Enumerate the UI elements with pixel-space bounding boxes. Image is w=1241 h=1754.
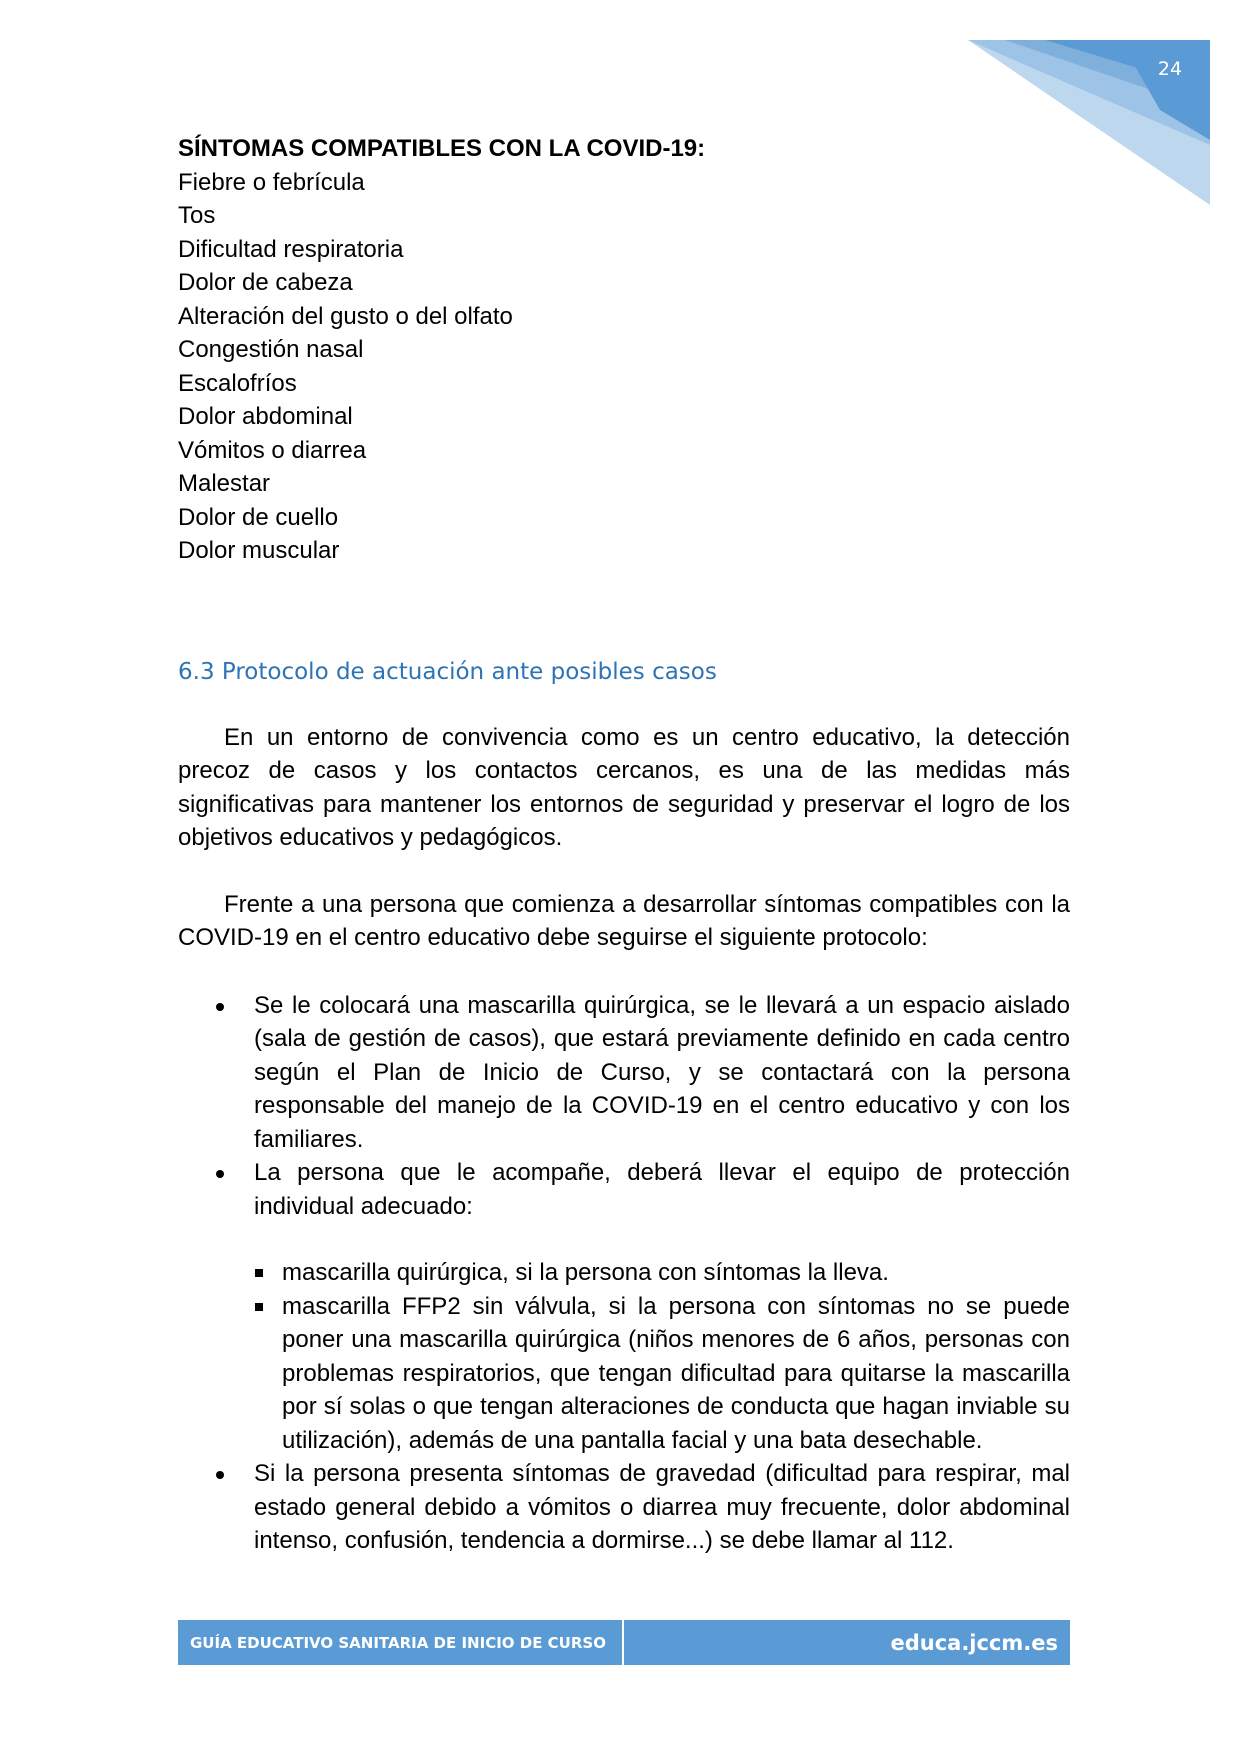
equipment-list	[254, 1256, 1070, 1457]
symptom-item: Vómitos o diarrea	[178, 436, 367, 464]
protocol-item-text: Si la persona presenta síntomas de gravedad (dificultad para respirar, mal estado general debido a vómitos o diarrea muy frecuente, dolor abdominal intenso, confusión, tendencia a dormirse...) se debe llamar al 112.	[254, 1460, 1070, 1554]
symptom-item: Congestión nasal	[178, 336, 364, 363]
bullet-icon	[216, 1003, 224, 1011]
symptom-item: Alteración del gusto o del olfato	[178, 302, 513, 330]
equipment-item	[254, 1256, 1070, 1290]
protocol-item	[178, 1156, 1070, 1457]
bullet-icon	[216, 1471, 224, 1479]
symptom-item: Dolor muscular	[178, 537, 340, 564]
square-bullet-icon	[255, 1269, 263, 1277]
equipment-item-text: mascarilla FFP2 sin válvula, si la persona con síntomas no se puede poner una mascarilla quirúrgica (niños menores de 6 años, personas con problemas respiratorios, que tengan dificultad para quitarse la mascarilla por sí solas o que tengan alteraciones de conducta que hagan inviable su utilización), además de una pantalla facial y una bata desechable.	[282, 1292, 1070, 1454]
symptoms-title: SÍNTOMAS COMPATIBLES CON LA COVID-19:	[178, 135, 706, 162]
square-bullet-icon	[255, 1303, 263, 1311]
equipment-item	[254, 1290, 1070, 1458]
protocol-list	[178, 989, 1070, 1558]
protocol-paragraph: Frente a una persona que comienza a desarrollar síntomas compatibles con la COVID-19 en el centro educativo debe seguirse el siguiente protocolo:	[178, 890, 1070, 951]
symptom-item: Dolor de cuello	[178, 503, 339, 531]
footer-guide-title: GUÍA EDUCATIVO SANITARIA DE INICIO DE CURSO	[178, 1620, 624, 1665]
symptom-item: Dolor abdominal	[178, 403, 353, 430]
protocol-item-text: La persona que le acompañe, deberá llevar el equipo de protección individual adecuado:	[254, 1159, 1070, 1220]
symptoms-list	[178, 166, 1070, 568]
symptom-item: Malestar	[178, 470, 271, 497]
symptom-item: Escalofríos	[178, 369, 297, 397]
footer-website-link[interactable]: educa.jccm.es	[890, 1630, 1058, 1655]
bullet-icon	[216, 1170, 224, 1178]
page-content	[178, 132, 1070, 1558]
intro-paragraph: En un entorno de convivencia como es un centro educativo, la detección precoz de casos y los contactos cercanos, es una de las medidas más significativas para mantener los entornos de seguridad y preservar el logro de los objetivos educativos y pedagógicos.	[178, 723, 1070, 851]
page-footer	[178, 1620, 1070, 1665]
symptom-item: Dificultad respiratoria	[178, 235, 404, 263]
section-heading: 6.3 Protocolo de actuación ante posibles casos	[178, 658, 717, 685]
protocol-item	[178, 989, 1070, 1157]
page-number: 24	[1157, 58, 1183, 80]
symptom-item: Dolor de cabeza	[178, 269, 353, 296]
protocol-item-text: Se le colocará una mascarilla quirúrgica, se le llevará a un espacio aislado (sala de gestión de casos), que estará previamente definido en cada centro según el Plan de Inicio de Curso, y se contactará con la persona responsable del manejo de la COVID-19 en el centro educativo y con los familiares.	[254, 991, 1070, 1153]
symptom-item: Fiebre o febrícula	[178, 168, 365, 196]
symptom-item: Tos	[178, 202, 216, 229]
protocol-item	[178, 1457, 1070, 1558]
equipment-item-text: mascarilla quirúrgica, si la persona con síntomas la lleva.	[282, 1259, 889, 1286]
